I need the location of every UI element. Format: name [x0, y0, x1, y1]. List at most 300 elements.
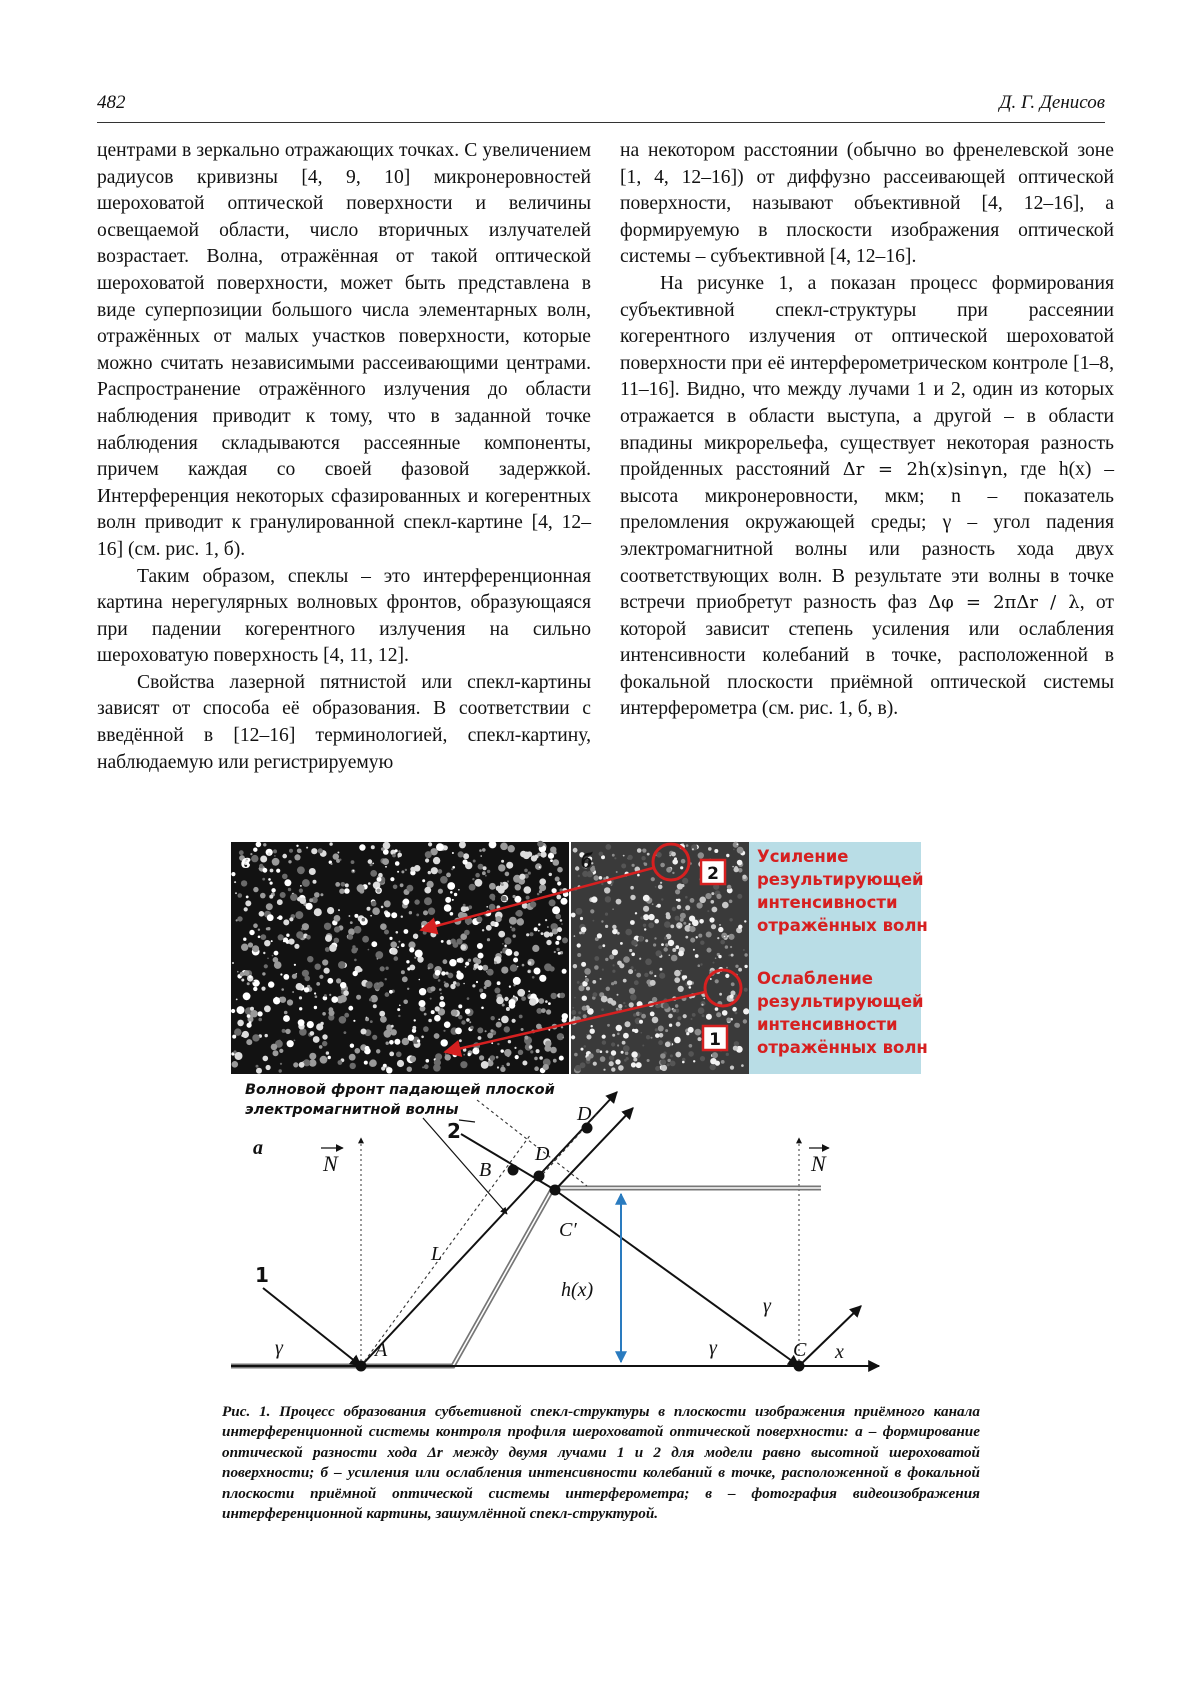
speckle-grain: [370, 1020, 373, 1023]
speckle-grain: [489, 841, 497, 849]
speckle-grain: [467, 997, 470, 1000]
speckle-grain: [667, 1063, 670, 1066]
speckle-grain: [263, 1056, 269, 1062]
speckle-grain: [463, 853, 469, 859]
speckle-grain: [717, 937, 719, 939]
speckle-grain: [670, 1054, 673, 1057]
speckle-grain: [354, 926, 362, 934]
speckle-grain: [643, 914, 649, 920]
speckle-grain: [237, 971, 239, 973]
speckle-grain: [524, 886, 532, 894]
speckle-grain: [557, 927, 562, 932]
left-column: [97, 138, 591, 776]
speckle-grain: [377, 876, 379, 878]
speckle-grain: [738, 968, 742, 972]
speckle-grain: [732, 1007, 737, 1012]
speckle-grain: [382, 858, 389, 865]
speckle-grain: [296, 973, 298, 975]
speckle-grain: [338, 961, 346, 969]
speckle-grain: [428, 1019, 432, 1023]
speckle-grain: [710, 1064, 716, 1070]
speckle-grain: [290, 894, 297, 901]
point-C: [794, 1361, 805, 1372]
speckle-grain: [380, 1016, 387, 1023]
speckle-grain: [287, 999, 293, 1005]
label-box-1-text: 1: [709, 1030, 721, 1050]
speckle-grain: [280, 1063, 282, 1065]
speckle-grain: [443, 959, 448, 964]
speckle-grain: [446, 873, 451, 878]
speckle-grain: [396, 1052, 402, 1058]
speckle-grain: [234, 1028, 241, 1035]
speckle-grain: [681, 859, 686, 864]
speckle-grain: [337, 852, 339, 854]
speckle-grain: [623, 956, 630, 963]
speckle-grain: [424, 897, 432, 905]
speckle-grain: [654, 919, 659, 924]
speckle-grain: [385, 866, 387, 868]
speckle-grain: [284, 1011, 288, 1015]
speckle-grain: [635, 912, 637, 914]
speckle-grain: [350, 1044, 354, 1048]
speckle-grain: [623, 979, 627, 983]
speckle-grain: [621, 864, 626, 869]
speckle-grain: [686, 1032, 689, 1035]
speckle-grain: [385, 912, 391, 918]
point-A: [356, 1361, 367, 1372]
speckle-grain: [652, 903, 654, 905]
speckle-grain: [391, 948, 398, 955]
speckle-grain: [646, 1035, 650, 1039]
speckle-grain: [600, 1056, 606, 1062]
speckle-grain: [684, 975, 688, 979]
speckle-grain: [648, 914, 654, 920]
speckle-grain: [378, 873, 383, 878]
speckle-grain: [280, 997, 283, 1000]
speckle-grain: [304, 976, 310, 982]
speckle-grain: [660, 1059, 666, 1065]
speckle-grain: [390, 877, 394, 881]
speckle-grain: [463, 859, 468, 864]
speckle-grain: [421, 1036, 424, 1039]
speckle-grain: [351, 948, 357, 954]
speckle-grain: [256, 842, 262, 848]
speckle-grain: [612, 1034, 615, 1037]
speckle-grain: [460, 1061, 467, 1068]
speckle-grain: [414, 1019, 416, 1021]
speckle-grain: [505, 872, 510, 877]
speckle-grain: [410, 1056, 416, 1062]
speckle-grain: [334, 938, 340, 944]
speckle-grain: [699, 897, 706, 904]
speckle-grain: [711, 900, 715, 904]
speckle-grain: [653, 943, 656, 946]
speckle-grain: [272, 955, 274, 957]
speckle-grain: [314, 908, 322, 916]
speckle-grain: [236, 919, 238, 921]
speckle-grain: [639, 1020, 643, 1024]
speckle-grain: [419, 988, 426, 995]
x-axis-label: x: [835, 1341, 844, 1363]
speckle-grain: [309, 898, 313, 902]
speckle-grain: [716, 894, 721, 899]
speckle-grain: [690, 938, 695, 943]
speckle-grain: [357, 884, 365, 892]
speckle-grain: [535, 863, 542, 870]
speckle-grain: [398, 941, 400, 943]
speckle-grain: [617, 994, 619, 996]
speckle-grain: [737, 847, 744, 854]
speckle-grain: [478, 965, 483, 970]
speckle-grain: [362, 936, 369, 943]
speckle-grain: [689, 926, 695, 932]
speckle-grain: [480, 855, 482, 857]
speckle-grain: [445, 1054, 451, 1060]
speckle-grain: [539, 890, 542, 893]
speckle-grain: [561, 923, 563, 925]
speckle-grain: [273, 1050, 279, 1056]
speckle-grain: [664, 947, 668, 951]
speckle-grain: [645, 959, 652, 966]
speckle-grain: [389, 990, 393, 994]
speckle-grain: [452, 852, 454, 854]
speckle-grain: [403, 1000, 408, 1005]
speckle-grain: [674, 977, 680, 983]
speckle-grain: [664, 937, 667, 940]
speckle-grain: [241, 944, 248, 951]
speckle-grain: [571, 913, 576, 918]
speckle-grain: [591, 896, 597, 902]
speckle-grain: [674, 857, 677, 860]
speckle-grain: [715, 1007, 719, 1011]
speckle-grain: [246, 1039, 252, 1045]
speckle-grain: [289, 849, 293, 853]
speckle-grain: [274, 951, 279, 956]
speckle-grain: [497, 981, 501, 985]
speckle-grain: [486, 906, 488, 908]
speckle-grain: [307, 1021, 314, 1028]
speckle-grain: [347, 934, 353, 940]
speckle-grain: [389, 1052, 394, 1057]
speckle-grain: [334, 926, 340, 932]
speckle-grain: [700, 1056, 705, 1061]
speckle-grain: [509, 986, 511, 988]
speckle-grain: [504, 945, 507, 948]
speckle-grain: [689, 986, 692, 989]
speckle-grain: [320, 1056, 328, 1064]
speckle-grain: [330, 863, 332, 865]
point-C-prime: [550, 1185, 561, 1196]
speckle-grain: [744, 965, 747, 968]
speckle-grain: [500, 1067, 505, 1072]
speckle-grain: [682, 1061, 685, 1064]
speckle-grain: [289, 917, 293, 921]
speckle-grain: [268, 878, 271, 881]
speckle-grain: [612, 929, 617, 934]
speckle-grain: [369, 998, 372, 1001]
panel-a-diagram: [231, 1092, 879, 1372]
speckle-grain: [641, 1014, 646, 1019]
speckle-grain: [414, 957, 416, 959]
speckle-grain: [719, 924, 721, 926]
speckle-grain: [265, 1034, 268, 1037]
text-run: , где h(x) – высота микронеровности, мкм; n – показатель преломления окружающей среды; γ – угол падения электромагнитной волны или разность хода двух соответствующих волн. В результате эти волны в точке встречи приобретут разность фаз: [620, 459, 1114, 614]
speckle-grain: [485, 875, 487, 877]
figure-svg: [225, 838, 975, 1398]
speckle-grain: [735, 1023, 740, 1028]
speckle-grain: [385, 978, 387, 980]
label-L: L: [431, 1243, 443, 1265]
speckle-grain: [372, 907, 380, 915]
speckle-grain: [642, 849, 646, 853]
speckle-grain: [434, 1033, 440, 1039]
speckle-grain: [264, 1005, 271, 1012]
speckle-grain: [243, 992, 251, 1000]
speckle-grain: [589, 1053, 594, 1058]
speckle-grain: [593, 992, 598, 997]
speckle-grain: [609, 955, 614, 960]
speckle-grain: [492, 897, 496, 901]
speckle-grain: [497, 1066, 499, 1068]
speckle-grain: [675, 916, 680, 921]
speckle-grain: [243, 938, 246, 941]
speckle-grain: [680, 918, 684, 922]
speckle-grain: [263, 843, 266, 846]
speckle-grain: [539, 1056, 543, 1060]
speckle-grain: [744, 920, 746, 922]
speckle-grain: [494, 961, 497, 964]
speckle-grain: [683, 1014, 687, 1018]
speckle-grain: [496, 1022, 502, 1028]
speckle-grain: [574, 1053, 578, 1057]
speckle-grain: [616, 1008, 619, 1011]
speckle-grain: [323, 1042, 326, 1045]
speckle-grain: [612, 908, 614, 910]
speckle-grain: [416, 914, 419, 917]
speckle-grain: [284, 879, 291, 886]
speckle-grain: [277, 917, 279, 919]
speckle-grain: [468, 905, 472, 909]
speckle-grain: [600, 978, 602, 980]
speckle-grain: [423, 910, 428, 915]
speckle-grain: [395, 861, 400, 866]
speckle-grain: [621, 1051, 624, 1054]
speckle-grain: [405, 869, 407, 871]
speckle-grain: [562, 1013, 568, 1019]
speckle-grain: [264, 964, 268, 968]
speckle-grain: [367, 907, 371, 911]
speckle-grain: [599, 852, 604, 857]
speckle-grain: [466, 1018, 470, 1022]
speckle-grain: [457, 958, 461, 962]
speckle-grain: [314, 892, 320, 898]
speckle-grain: [630, 994, 637, 1001]
speckle-grain: [539, 878, 546, 885]
speckle-grain: [508, 1040, 511, 1043]
speckle-grain: [441, 1039, 448, 1046]
speckle-grain: [296, 845, 298, 847]
speckle-grain: [486, 925, 492, 931]
speckle-grain: [310, 1031, 315, 1036]
speckle-grain: [523, 852, 531, 860]
speckle-grain: [506, 900, 508, 902]
speckle-grain: [324, 994, 327, 997]
speckle-grain: [665, 1029, 668, 1032]
speckle-grain: [348, 1006, 353, 1011]
speckle-grain: [481, 1061, 489, 1069]
speckle-grain: [536, 1024, 542, 1030]
speckle-grain: [397, 1008, 400, 1011]
speckle-grain: [689, 1044, 693, 1048]
speckle-grain: [364, 1061, 368, 1065]
speckle-grain: [341, 882, 346, 887]
speckle-grain: [501, 860, 504, 863]
speckle-grain: [593, 920, 595, 922]
speckle-grain: [465, 966, 467, 968]
speckle-grain: [438, 979, 441, 982]
header-rule: [97, 122, 1105, 123]
speckle-grain: [372, 1035, 377, 1040]
speckle-grain: [449, 959, 456, 966]
speckle-grain: [552, 906, 560, 914]
speckle-grain: [444, 983, 449, 988]
speckle-grain: [419, 1002, 422, 1005]
speckle-grain: [359, 968, 363, 972]
speckle-grain: [612, 970, 615, 973]
speckle-grain: [528, 990, 530, 992]
speckle-grain: [629, 988, 635, 994]
speckle-grain: [729, 900, 733, 904]
speckle-grain: [697, 902, 703, 908]
speckle-grain: [394, 1039, 400, 1045]
speckle-grain: [529, 998, 537, 1006]
speckle-grain: [699, 919, 704, 924]
speckle-grain: [231, 1009, 235, 1013]
speckle-grain: [692, 1013, 696, 1017]
speckle-grain: [454, 893, 457, 896]
speckle-grain: [728, 934, 734, 940]
speckle-grain: [307, 956, 313, 962]
speckle-grain: [356, 995, 361, 1000]
speckle-grain: [522, 1061, 527, 1066]
speckle-grain: [262, 972, 265, 975]
speckle-grain: [515, 884, 521, 890]
speckle-grain: [579, 932, 582, 935]
speckle-grain: [325, 935, 332, 942]
text-run: На рисунке 1, а показан процесс формирования субъективной спекл-структуры при рассеянии когерентного излучения от оптической шероховатой поверхности при её интерферометрическом контроле [1–8, 11–16]. Видно, что между лучами 1 и 2, один из которых отражается в области выступа, а другой – в области впадины микрорельефа, существует некоторая разность пройденных расстояний: [620, 272, 1114, 481]
speckle-grain: [508, 845, 515, 852]
speckle-grain: [504, 997, 508, 1001]
speckle-grain: [306, 935, 311, 940]
speckle-grain: [283, 940, 285, 942]
speckle-grain: [661, 943, 664, 946]
speckle-grain: [266, 1065, 271, 1070]
speckle-grain: [249, 930, 254, 935]
speckle-grain: [714, 849, 718, 853]
speckle-grain: [419, 979, 421, 981]
speckle-grain: [469, 884, 476, 891]
panel-label-v: в: [241, 848, 251, 873]
speckle-grain: [496, 916, 502, 922]
speckle-grain: [386, 1067, 392, 1073]
speckle-grain: [636, 1062, 642, 1068]
speckle-grain: [430, 986, 435, 991]
speckle-grain: [288, 939, 294, 945]
speckle-grain: [685, 896, 688, 899]
speckle-grain: [391, 912, 397, 918]
speckle-grain: [634, 980, 639, 985]
speckle-grain: [410, 867, 415, 872]
speckle-grain: [521, 996, 526, 1001]
speckle-grain: [678, 926, 680, 928]
label-A: A: [375, 1339, 388, 1361]
speckle-grain: [237, 916, 242, 921]
speckle-grain: [634, 1029, 638, 1033]
speckle-grain: [329, 842, 332, 845]
speckle-grain: [376, 889, 380, 893]
speckle-grain: [328, 1056, 331, 1059]
speckle-grain: [557, 881, 561, 885]
speckle-grain: [288, 888, 291, 891]
speckle-grain: [271, 983, 273, 985]
speckle-grain: [548, 1002, 551, 1005]
speckle-grain: [528, 872, 531, 875]
speckle-grain: [673, 1009, 676, 1012]
speckle-grain: [549, 873, 552, 876]
speckle-grain: [458, 1004, 462, 1008]
speckle-grain: [656, 950, 662, 956]
label-box-2-text: 2: [707, 864, 719, 884]
speckle-grain: [529, 1045, 533, 1049]
speckle-grain: [501, 1016, 509, 1024]
figure-1: [225, 838, 975, 1398]
running-header: [97, 92, 1105, 122]
speckle-grain: [625, 1051, 629, 1055]
speckle-grain: [292, 991, 294, 993]
speckle-grain: [490, 921, 495, 926]
speckle-grain: [556, 948, 559, 951]
speckle-grain: [637, 874, 640, 877]
speckle-grain: [401, 870, 404, 873]
speckle-grain: [594, 875, 599, 880]
speckle-grain: [545, 1000, 548, 1003]
speckle-grain: [537, 841, 543, 847]
wavefront-line-L: [361, 1134, 531, 1366]
speckle-grain: [702, 1014, 705, 1017]
speckle-grain: [440, 993, 442, 995]
speckle-grain: [658, 1040, 663, 1045]
speckle-grain: [260, 934, 266, 940]
speckle-grain: [425, 851, 432, 858]
speckle-grain: [285, 1029, 290, 1034]
speckle-grain: [537, 853, 541, 857]
speckle-grain: [283, 974, 289, 980]
speckle-grain: [612, 854, 615, 857]
speckle-grain: [659, 968, 662, 971]
speckle-grain: [424, 1013, 427, 1016]
speckle-grain: [725, 945, 728, 948]
speckle-grain: [716, 1012, 721, 1017]
speckle-grain: [547, 926, 549, 928]
speckle-grain: [630, 886, 634, 890]
speckle-grain: [472, 984, 475, 987]
speckle-grain: [611, 1042, 615, 1046]
speckle-grain: [319, 1045, 323, 1049]
speckle-grain: [430, 931, 436, 937]
speckle-grain: [546, 1009, 551, 1014]
speckle-grain: [577, 981, 580, 984]
speckle-grain: [580, 1062, 586, 1068]
